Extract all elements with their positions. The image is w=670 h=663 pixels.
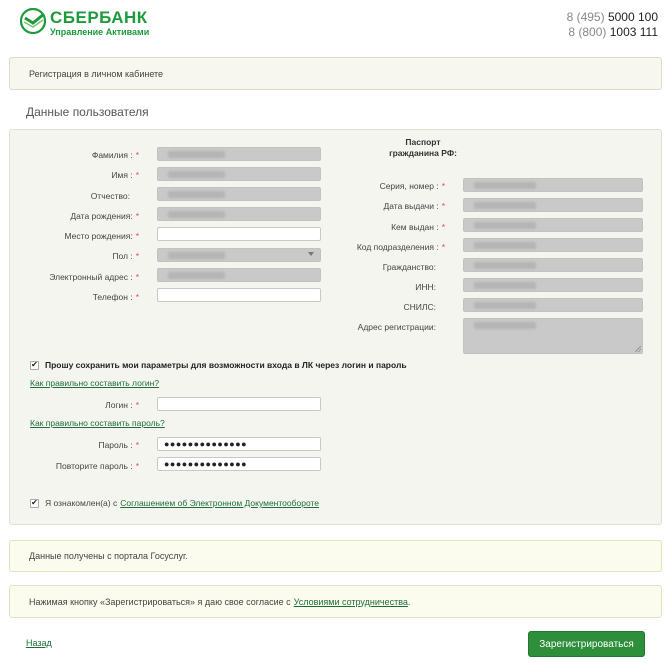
resize-handle-icon[interactable] [635, 346, 641, 352]
birthplace-label: Место рождения: * [64, 231, 139, 241]
birthdate-field[interactable] [157, 207, 321, 221]
brand-subtitle: Управление Активами [50, 27, 150, 37]
inn-field[interactable] [463, 278, 643, 292]
repeat-password-label: Повторите пароль : * [55, 461, 139, 471]
repeat-password-input[interactable] [157, 457, 321, 471]
agreement-prefix: Я ознакомлен(а) с [45, 498, 118, 508]
gender-select[interactable] [157, 248, 321, 262]
patronymic-label: Отчество: [90, 191, 130, 201]
gosuslugi-notice-text: Данные получены с портала Госуслуг. [29, 551, 188, 561]
issued-by-label: Кем выдан : * [391, 222, 445, 232]
save-params-checkbox[interactable]: ✔ [31, 360, 38, 369]
repeat-password-value: ●●●●●●●●●●●●●● [164, 459, 248, 469]
sberbank-logo-icon [20, 8, 46, 34]
save-params-row [30, 360, 407, 370]
name-field[interactable] [157, 167, 321, 181]
breadcrumb: Регистрация в личном кабинете [29, 68, 164, 79]
citizenship-field[interactable] [463, 258, 643, 272]
surname-label: Фамилия : * [91, 150, 139, 160]
address-label: Адрес регистрации: [357, 322, 436, 332]
issue-date-field[interactable] [463, 198, 643, 212]
address-textarea[interactable] [463, 318, 643, 354]
brand-name: СБЕРБАНК [50, 8, 148, 27]
password-value: ●●●●●●●●●●●●●● [164, 439, 248, 449]
brand-logo[interactable] [20, 8, 149, 42]
save-params-label: Прошу сохранить мои параметры для возможности входа в ЛК через логин и пароль [45, 360, 407, 370]
phone-number: 5000 100 [607, 10, 658, 24]
phone-label: Телефон : * [92, 292, 139, 302]
snils-label: СНИЛС: [403, 302, 436, 312]
inn-label: ИНН: [415, 282, 436, 292]
gosuslugi-notice [9, 540, 662, 572]
surname-field[interactable] [157, 147, 321, 161]
agreement-row [30, 498, 319, 508]
phone-prefix: 8 (495) [566, 10, 605, 24]
phone-input[interactable] [157, 288, 321, 302]
consent-link[interactable]: Условиями сотрудничества [293, 596, 408, 607]
birthdate-label: Дата рождения: * [70, 211, 139, 221]
register-button[interactable]: Зарегистрироваться [528, 631, 645, 657]
consent-notice [9, 585, 662, 618]
passport-heading [378, 137, 468, 159]
password-input[interactable] [157, 437, 321, 451]
password-help-link[interactable]: Как правильно составить пароль? [30, 418, 165, 428]
agreement-checkbox[interactable]: ✔ [31, 498, 38, 507]
passport-heading-line: Паспорт [405, 137, 441, 147]
back-link[interactable]: Назад [26, 638, 52, 648]
breadcrumb-bar [9, 57, 662, 90]
login-help-link[interactable]: Как правильно составить логин? [30, 378, 160, 388]
consent-prefix: Нажимая кнопку «Зарегистрироваться» я даю свое согласие с [29, 596, 291, 607]
login-label: Логин : * [105, 400, 139, 410]
birthplace-input[interactable] [157, 227, 321, 241]
series-label: Серия, номер : * [379, 181, 445, 191]
patronymic-field[interactable] [157, 187, 321, 201]
phone-line-1 [567, 10, 658, 25]
division-code-label: Код подразделения : * [356, 242, 445, 252]
email-field[interactable] [157, 268, 321, 282]
email-label: Электронный адрес : * [49, 272, 139, 282]
contact-phones [567, 10, 658, 40]
passport-heading-line: гражданина РФ: [389, 148, 457, 158]
password-label: Пароль : * [98, 440, 139, 450]
issued-by-field[interactable] [463, 218, 643, 232]
consent-suffix: . [407, 596, 411, 607]
snils-field[interactable] [463, 298, 643, 312]
phone-number: 1003 111 [609, 25, 658, 39]
login-input[interactable] [157, 397, 321, 411]
division-code-field[interactable] [463, 238, 643, 252]
phone-prefix: 8 (800) [568, 25, 607, 39]
chevron-down-icon [308, 252, 314, 256]
citizenship-label: Гражданство: [382, 262, 436, 272]
issue-date-label: Дата выдачи : * [383, 201, 445, 211]
name-label: Имя : * [111, 170, 139, 180]
section-title: Данные пользователя [26, 105, 149, 119]
phone-line-2 [567, 25, 658, 40]
passport-series-field[interactable] [463, 178, 643, 192]
agreement-link[interactable]: Соглашением об Электронном Документообороте [120, 498, 320, 508]
gender-label: Пол : * [112, 251, 139, 261]
